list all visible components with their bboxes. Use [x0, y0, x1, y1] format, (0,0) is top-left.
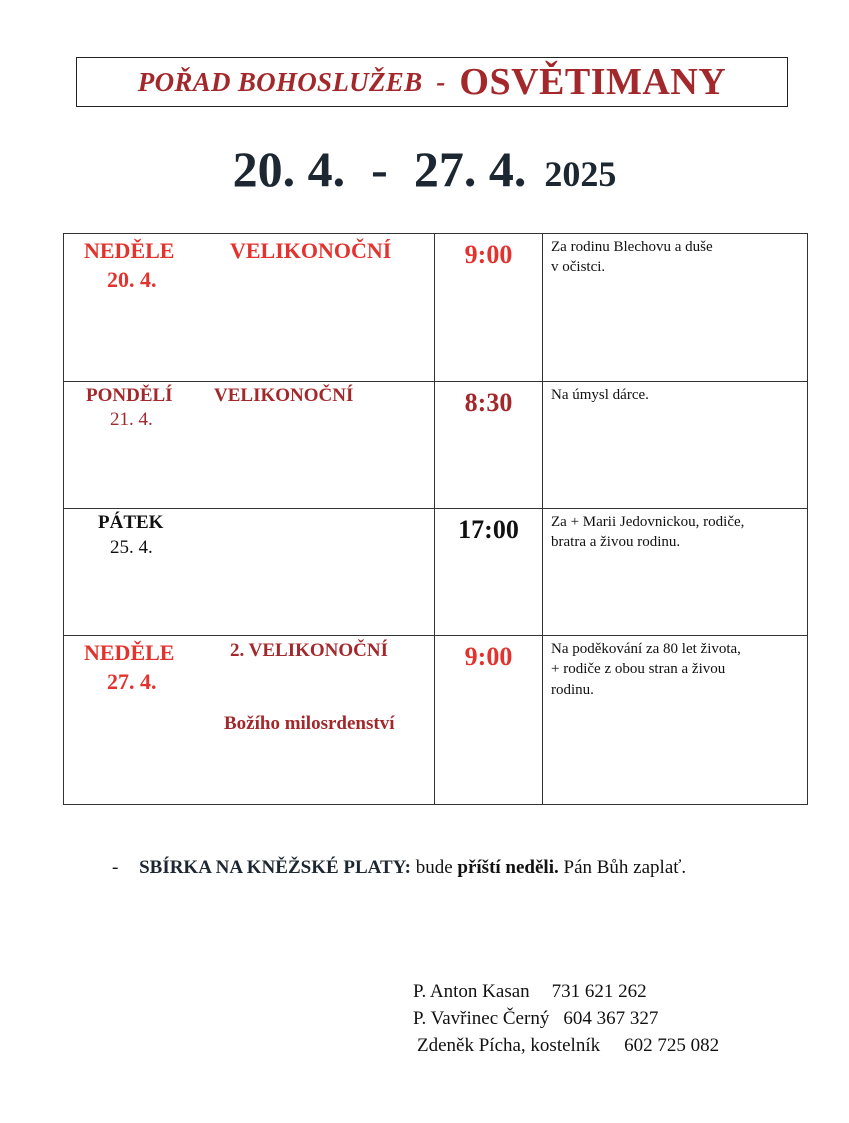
header-separator: - [436, 66, 446, 97]
feast-name: VELIKONOČNÍ [214, 385, 354, 406]
header-title-left: POŘAD BOHOSLUŽEB [137, 66, 423, 97]
mass-intention [543, 636, 807, 700]
day-name: PÁTEK [98, 512, 164, 533]
time-cell [435, 509, 543, 636]
day-date: 25. 4. [110, 537, 153, 558]
collection-label: SBÍRKA NA KNĚŽSKÉ PLATY: [139, 857, 411, 878]
mass-time: 9:00 [464, 642, 513, 671]
note-line: + rodiče z obou stran a živou [551, 661, 726, 678]
note-line: bratra a živou rodinu. [551, 534, 681, 551]
time-cell [435, 234, 543, 382]
contact-name: Zdeněk Pícha, kostelník [417, 1035, 601, 1056]
time-cell [435, 382, 543, 509]
header-box [76, 57, 788, 107]
date-dash: - [371, 141, 388, 197]
date-range [0, 140, 849, 198]
note-line: Za + Marii Jedovnickou, rodiče, [551, 514, 745, 530]
day-cell [64, 382, 435, 509]
table-row [64, 509, 808, 636]
contact-name: P. Anton Kasan [413, 981, 530, 1002]
date-start: 20. 4. [232, 141, 346, 197]
note-line: rodinu. [551, 681, 594, 698]
collection-thanks: Pán Bůh zaplať. [563, 857, 687, 878]
note-cell [543, 382, 808, 509]
day-cell [64, 234, 435, 382]
day-cell [64, 509, 435, 636]
note-line: Za rodinu Blechovu a duše [551, 239, 713, 255]
time-cell [435, 636, 543, 805]
contact-row [413, 978, 719, 1005]
contact-phone: 604 367 327 [563, 1008, 659, 1029]
contacts [413, 978, 719, 1059]
note-line: Na poděkování za 80 let života, [551, 641, 741, 657]
feast-subtitle: Božího milosrdenství [224, 713, 395, 734]
day-date: 20. 4. [107, 267, 157, 292]
day-name: NEDĚLE [84, 238, 175, 263]
feast-name: 2. VELIKONOČNÍ [230, 640, 389, 661]
contact-name: P. Vavřinec Černý [413, 1008, 550, 1029]
note-cell [543, 509, 808, 636]
mass-time: 17:00 [458, 515, 519, 544]
day-date: 21. 4. [110, 409, 153, 430]
mass-intention [543, 509, 807, 553]
note-cell [543, 234, 808, 382]
date-year: 2025 [544, 154, 617, 194]
note-line: v očistci. [551, 259, 606, 276]
schedule-table [63, 233, 808, 805]
contact-phone: 731 621 262 [551, 981, 647, 1002]
collection-notice [112, 857, 686, 879]
contact-row [413, 1032, 719, 1059]
day-name: PONDĚLÍ [86, 385, 173, 406]
table-row [64, 636, 808, 805]
note-cell [543, 636, 808, 805]
mass-intention [543, 382, 807, 405]
header-title-right: OSVĚTIMANY [459, 61, 727, 103]
mass-time: 9:00 [464, 240, 513, 269]
mass-time: 8:30 [464, 388, 513, 417]
note-line: Na úmysl dárce. [551, 387, 649, 403]
day-name: NEDĚLE [84, 640, 175, 665]
table-row [64, 382, 808, 509]
date-end: 27. 4. [413, 141, 527, 197]
collection-text: bude [415, 857, 453, 878]
collection-dash: - [112, 857, 119, 878]
mass-intention [543, 234, 807, 278]
collection-emphasis: příští neděli. [457, 857, 559, 878]
feast-name: VELIKONOČNÍ [230, 238, 392, 263]
contact-phone: 602 725 082 [624, 1035, 720, 1056]
day-cell [64, 636, 435, 805]
table-row [64, 234, 808, 382]
day-date: 27. 4. [107, 669, 157, 694]
contact-row [413, 1005, 719, 1032]
